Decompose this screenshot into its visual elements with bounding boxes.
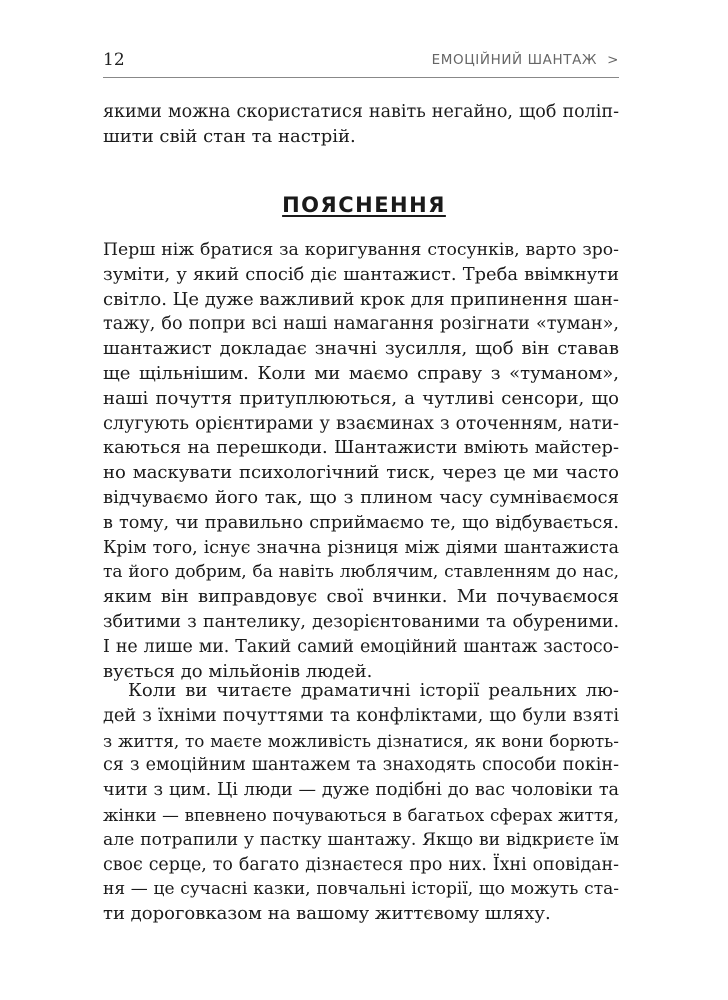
section-heading bbox=[0, 193, 728, 217]
text-line: тажу, бо попри всі наші намагання розігнати «туман», bbox=[103, 314, 619, 335]
intro-paragraph bbox=[103, 100, 619, 150]
text-line: світло. Це дуже важливий крок для припинення шан- bbox=[103, 288, 619, 310]
text-line: збитими з пантелику, дезорієнтованими та обуреними. bbox=[103, 611, 619, 632]
text-line: якими можна скористатися навіть негайно, щоб поліп- bbox=[103, 102, 619, 122]
running-head bbox=[432, 52, 619, 68]
text-line: ще щільнішим. Коли ми маємо справу з «туманом», bbox=[103, 362, 619, 384]
text-line: жінки — впевнено почуваються в багатьох сферах життя, bbox=[103, 804, 619, 825]
text-line: каються на перешкоди. Шантажисти вміють майстер- bbox=[103, 437, 619, 459]
text-line: вується до мільйонів людей. bbox=[103, 660, 373, 682]
running-head-title: ЕМОЦІЙНИЙ ШАНТАЖ bbox=[431, 52, 598, 68]
text-line: яким він виправдовує свої вчинки. Ми почуваємося bbox=[103, 586, 619, 608]
text-line: шити свій стан та настрій. bbox=[103, 125, 356, 147]
text-line: шантажист докладає значні зусилля, щоб він ставав bbox=[103, 338, 619, 360]
text-line: ся з емоційним шантажем та знаходять способи покін- bbox=[103, 755, 619, 776]
text-line: дей з їхніми почуттями та конфліктами, що були взяті bbox=[103, 705, 619, 726]
text-line: наші почуття притуплюються, а чутливі сенсори, що bbox=[103, 387, 619, 409]
text-line: Коли ви читаєте драматичні історії реальних лю- bbox=[128, 680, 619, 701]
text-line: І не лише ми. Такий самий емоційний шантаж застосо- bbox=[103, 636, 619, 657]
text-line: відчуваємо його так, що з плином часу сумніваємося bbox=[103, 486, 619, 508]
page-header bbox=[103, 44, 619, 78]
text-line: але потрапили у пастку шантажу. Якщо ви відкриєте їм bbox=[103, 829, 619, 850]
text-line: слугують орієнтирами у взаєминах з оточенням, нати- bbox=[103, 413, 619, 434]
text-line: з життя, то маєте можливість дізнатися, як вони борють- bbox=[103, 730, 619, 751]
paragraph-1 bbox=[103, 238, 619, 684]
chevron-right-icon: > bbox=[607, 52, 619, 68]
paragraph-2 bbox=[103, 679, 619, 927]
text-line: ти дороговказом на вашому життєвому шляху. bbox=[103, 903, 551, 925]
text-line: чити з цим. Ці люди — дуже подібні до вас чоловіки та bbox=[103, 780, 619, 801]
page-number: 12 bbox=[103, 50, 125, 70]
text-line: Крім того, існує значна різниця між діями шантажиста bbox=[103, 537, 619, 558]
text-line: в тому, чи правильно сприймаємо те, що відбувається. bbox=[103, 512, 619, 533]
section-heading-text: ПОЯСНЕННЯ bbox=[282, 193, 446, 217]
header-rule bbox=[103, 77, 619, 78]
text-line: ня — це сучасні казки, повчальні історії, що можуть ста- bbox=[103, 879, 619, 900]
text-line: зуміти, у який спосіб діє шантажист. Треба ввімкнути bbox=[103, 263, 619, 285]
text-line: та його добрим, ба навіть люблячим, ставленням до нас, bbox=[103, 562, 619, 583]
text-line: Перш ніж братися за коригування стосунків, варто зро- bbox=[103, 240, 619, 260]
text-line: своє серце, то багато дізнаєтеся про них. Їхні оповідан- bbox=[103, 854, 619, 875]
text-line: но маскувати психологічний тиск, через це ми часто bbox=[103, 462, 619, 484]
